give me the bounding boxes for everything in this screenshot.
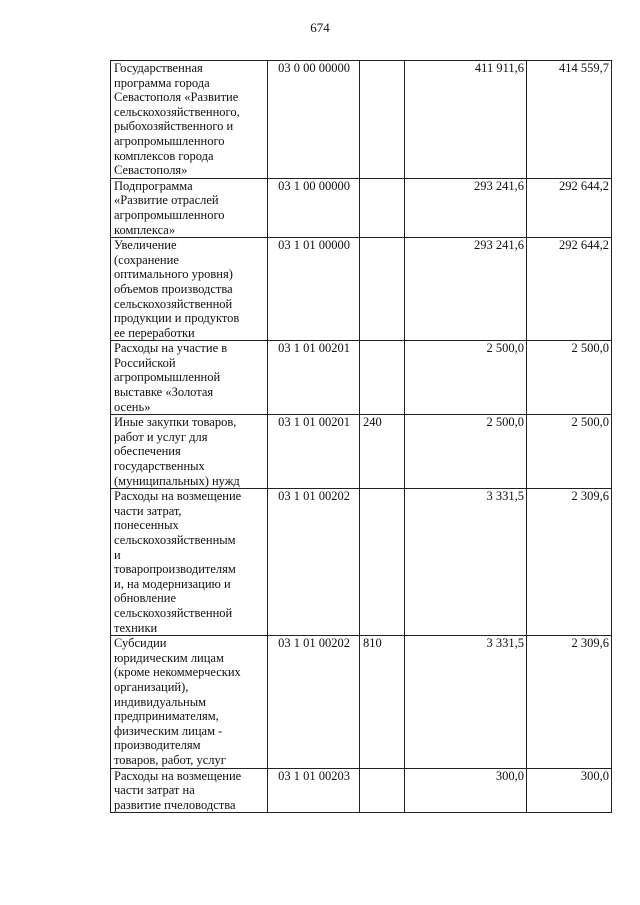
table-row (111, 415, 612, 489)
row-value-1-cell: 2 500,0 (405, 415, 527, 489)
row-name-line: Расходы на участие в (114, 341, 228, 356)
row-name-line: агропромышленной (114, 370, 221, 385)
row-value-1-cell: 2 500,0 (405, 341, 527, 415)
table-row (111, 489, 612, 636)
row-name-line: комплексов города (114, 148, 214, 163)
row-name-line: и (114, 547, 121, 562)
row-code-cell: 03 1 01 00201 (268, 341, 360, 415)
row-type-cell (360, 61, 405, 179)
row-value-2-cell: 2 309,6 (527, 636, 612, 768)
row-name-line: предпринимателям, (114, 709, 219, 724)
row-name-line: ее переработки (114, 325, 195, 340)
row-name-line: части затрат на (114, 783, 195, 798)
row-name-line: Увеличение (114, 238, 177, 253)
table-row (111, 178, 612, 237)
page-number: 674 (310, 20, 330, 35)
row-value-2-cell: 292 644,2 (527, 178, 612, 237)
row-name-cell (111, 415, 268, 489)
row-name-cell (111, 489, 268, 636)
row-name-line: организаций), (114, 679, 189, 694)
row-name-line: товаропроизводителям (114, 562, 236, 577)
row-type-cell (360, 178, 405, 237)
row-value-1-cell: 293 241,6 (405, 238, 527, 341)
row-name-line: юридическим лицам (114, 650, 224, 665)
row-code-cell: 03 1 01 00201 (268, 415, 360, 489)
row-type-cell (360, 489, 405, 636)
row-code-cell: 03 1 01 00202 (268, 489, 360, 636)
row-value-1-cell: 300,0 (405, 768, 527, 813)
row-code-cell: 03 1 00 00000 (268, 178, 360, 237)
row-name-cell (111, 61, 268, 179)
row-name-line: объемов производства (114, 281, 233, 296)
row-name-cell (111, 238, 268, 341)
row-code-cell: 03 1 01 00000 (268, 238, 360, 341)
row-name-line: развитие пчеловодства (114, 797, 236, 812)
row-value-2-cell: 292 644,2 (527, 238, 612, 341)
table-row (111, 636, 612, 768)
row-name-cell (111, 768, 268, 813)
row-name-line: агропромышленного (114, 207, 225, 222)
row-name-line: программа города (114, 75, 210, 90)
row-name-line: обеспечения (114, 444, 181, 459)
row-type-cell: 810 (360, 636, 405, 768)
table-row (111, 341, 612, 415)
row-name-line: сельскохозяйственной (114, 296, 233, 311)
row-name-line: обновление (114, 591, 176, 606)
row-value-2-cell: 2 500,0 (527, 341, 612, 415)
row-name-line: рыбохозяйственного и (114, 119, 234, 134)
row-name-line: Подпрограмма (114, 178, 193, 193)
table-row (111, 61, 612, 179)
row-name-line: Севастополя «Развитие (114, 90, 239, 105)
row-name-line: техники (114, 620, 158, 635)
budget-table (110, 60, 612, 813)
row-value-1-cell: 3 331,5 (405, 489, 527, 636)
row-name-line: оптимального уровня) (114, 267, 233, 282)
row-name-cell (111, 178, 268, 237)
row-name-line: физическим лицам - (114, 723, 223, 738)
row-name-line: производителям (114, 738, 201, 753)
row-name-line: комплекса» (114, 222, 176, 237)
budget-table-body (111, 61, 612, 813)
row-name-line: продукции и продуктов (114, 311, 240, 326)
row-value-1-cell: 411 911,6 (405, 61, 527, 179)
row-name-line: государственных (114, 459, 205, 474)
row-name-line: сельскохозяйственной (114, 605, 233, 620)
row-value-1-cell: 293 241,6 (405, 178, 527, 237)
row-name-line: товаров, работ, услуг (114, 752, 226, 767)
row-type-cell: 240 (360, 415, 405, 489)
row-name-line: агропромышленного (114, 133, 225, 148)
row-value-2-cell: 2 500,0 (527, 415, 612, 489)
row-name-cell (111, 636, 268, 768)
row-name-line: осень» (114, 399, 151, 414)
row-name-line: индивидуальным (114, 694, 207, 709)
row-type-cell (360, 341, 405, 415)
row-name-line: работ и услуг для (114, 429, 208, 444)
row-name-line: Российской (114, 355, 176, 370)
row-name-line: части затрат, (114, 503, 182, 518)
row-name-line: (кроме некоммерческих (114, 665, 241, 680)
row-name-line: Расходы на возмещение (114, 768, 242, 783)
row-name-line: Иные закупки товаров, (114, 415, 237, 430)
row-name-line: сельскохозяйственным (114, 533, 236, 547)
row-name-line: и, на модернизацию и (114, 576, 231, 591)
row-name-line: Севастополя» (114, 163, 188, 178)
row-name-line: сельскохозяйственного, (114, 104, 240, 119)
row-code-cell: 03 0 00 00000 (268, 61, 360, 179)
row-type-cell (360, 238, 405, 341)
table-row (111, 238, 612, 341)
row-name-line: понесенных (114, 518, 179, 533)
row-type-cell (360, 768, 405, 813)
row-name-line: выставке «Золотая (114, 385, 214, 400)
row-code-cell: 03 1 01 00202 (268, 636, 360, 768)
row-name-line: Расходы на возмещение (114, 489, 242, 504)
row-code-cell: 03 1 01 00203 (268, 768, 360, 813)
row-name-line: (муниципальных) нужд (114, 473, 240, 488)
row-name-line: (сохранение (114, 252, 179, 267)
row-value-2-cell: 414 559,7 (527, 61, 612, 179)
table-row (111, 768, 612, 813)
row-value-2-cell: 300,0 (527, 768, 612, 813)
row-name-line: «Развитие отраслей (114, 193, 219, 208)
row-name-cell (111, 341, 268, 415)
row-value-2-cell: 2 309,6 (527, 489, 612, 636)
row-name-line: Субсидии (114, 636, 167, 651)
row-value-1-cell: 3 331,5 (405, 636, 527, 768)
row-name-line: Государственная (114, 61, 203, 75)
